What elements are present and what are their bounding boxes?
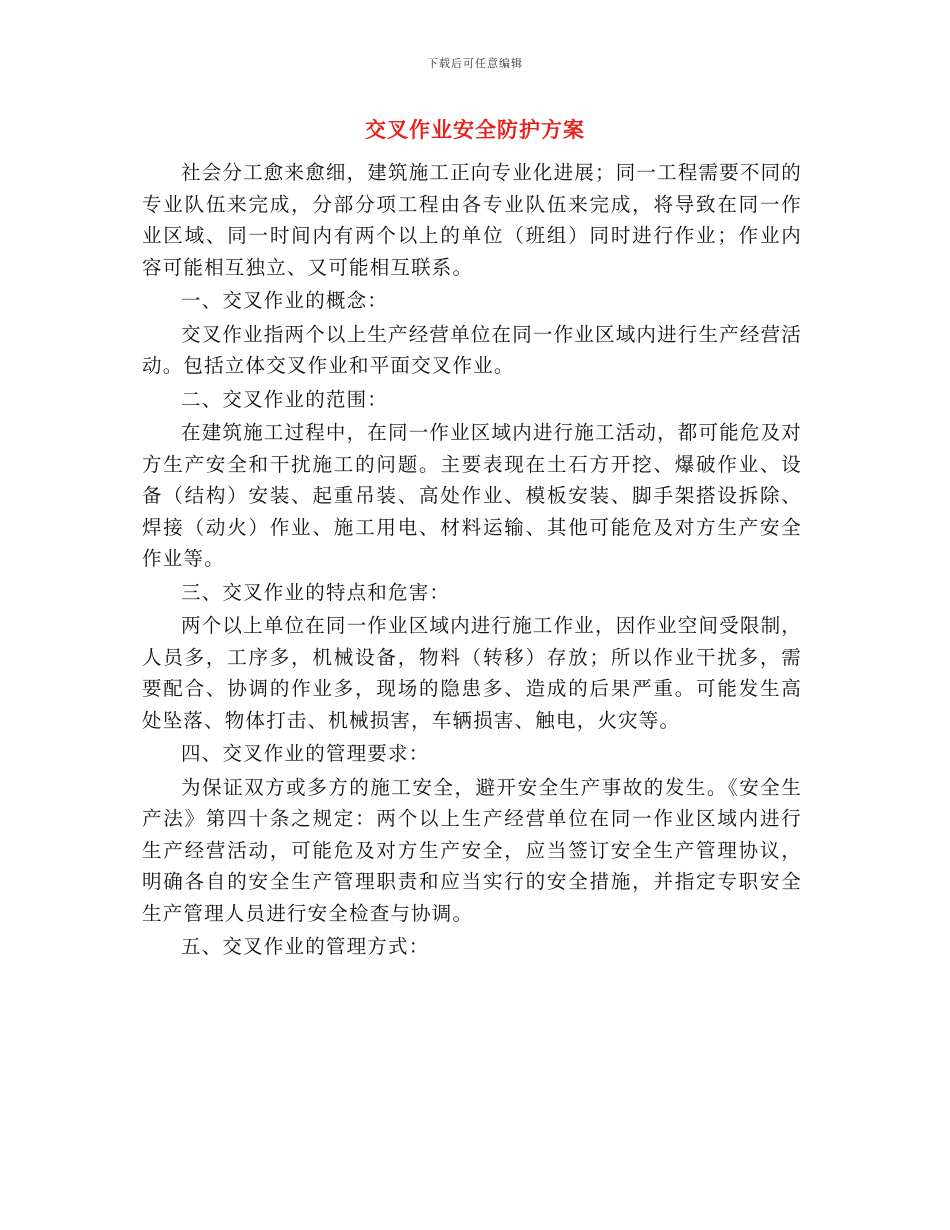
paragraph-scope: 在建筑施工过程中，在同一作业区域内进行施工活动，都可能危及对方生产安全和干扰施工的问题。主要表现在土石方开挖、爆破作业、设备（结构）安装、起重吊装、高处作业、模板安装、脚手架搭设拆除、焊接（动火）作业、施工用电、材料运输、其他可能危及对方生产安全作业等。 [142, 421, 803, 570]
section-heading-hazards: 三、交叉作业的特点和危害： [181, 580, 451, 604]
section-heading-concept: 一、交叉作业的概念： [181, 289, 389, 312]
paragraph-requirements: 为保证双方或多方的施工安全，避开安全生产事故的发生。《安全生产法》第四十条之规定：两个以上生产经营单位在同一作业区域内进行生产经营活动，可能危及对方生产安全，应当签订安全生产管理协议，明确各自的安全生产管理职责和应当实行的安全措施，并指定专职安全生产管理人员进行安全检查与协调。 [142, 775, 802, 925]
page-header-note: 下载后可任意编辑 [427, 57, 523, 70]
section-heading-scope: 二、交叉作业的范围： [181, 387, 389, 411]
paragraph-hazards: 两个以上单位在同一作业区域内进行施工作业，因作业空间受限制，人员多，工序多，机械设备，物料（转移）存放；所以作业干扰多，需要配合、协调的作业多，现场的隐患多、造成的后果严重。可能发生高处坠落、物体打击、机械损害，车辆损害、触电，火灾等。 [142, 614, 803, 732]
section-heading-methods: 五、交叉作业的管理方式： [181, 935, 430, 958]
paragraph-intro: 社会分工愈来愈细，建筑施工正向专业化进展；同一工程需要不同的专业队伍来完成，分部分项工程由各专业队伍来完成，将导致在同一作业区域、同一时间内有两个以上的单位（班组）同时进行作业；作业内容可能相互独立、又可能相互联系。 [142, 161, 803, 279]
paragraph-concept: 交叉作业指两个以上生产经营单位在同一作业区域内进行生产经营活动。包括立体交叉作业和平面交叉作业。 [142, 322, 803, 377]
document-body [142, 157, 802, 965]
document-title: 交叉作业安全防护方案 [365, 117, 585, 142]
section-heading-requirements: 四、交叉作业的管理要求： [181, 742, 430, 765]
